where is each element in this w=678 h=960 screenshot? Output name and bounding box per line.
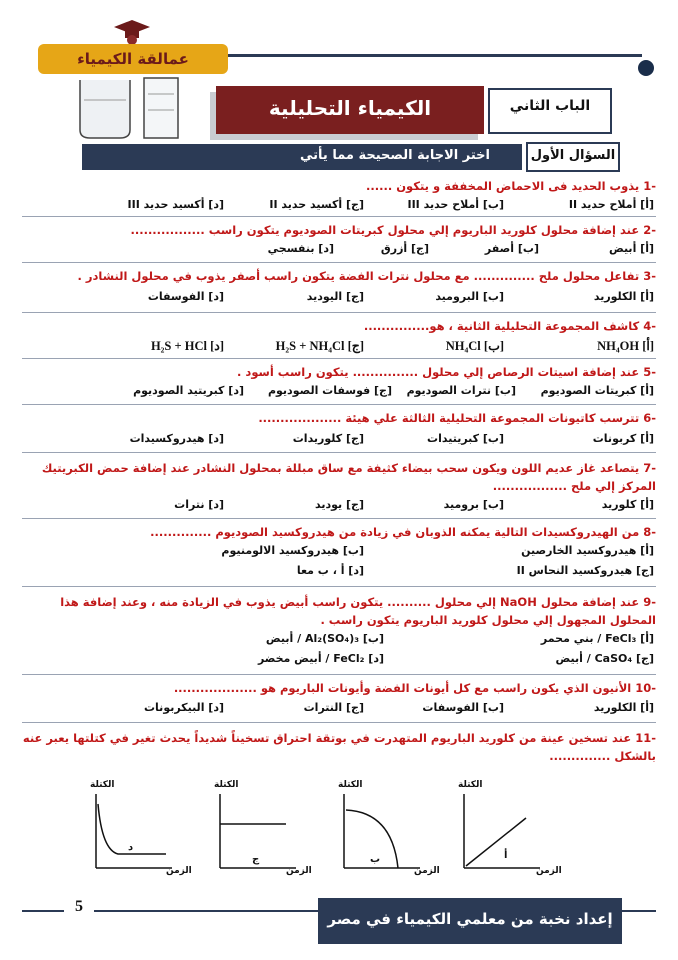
graph-d-plot [82, 780, 192, 880]
question-number: -2 [643, 223, 656, 237]
option-a[interactable]: [أ] هيدروكسيد الخارصين [521, 544, 654, 557]
divider [22, 404, 656, 405]
section-label: السؤال الأول [530, 148, 616, 163]
option-c[interactable]: [ج] اليوديد [306, 290, 364, 303]
question-number: -6 [643, 411, 656, 425]
option-b[interactable]: [ب] هيدروكسيد الالومنيوم [221, 544, 364, 557]
question-text: الأنيون الذي يكون راسب مع كل أيونات الفضة وأيونات الباريوم هو ................... [173, 681, 632, 695]
graph-a-plot [450, 780, 560, 880]
graph-x-label: الزمن [286, 866, 312, 876]
question-text: تفاعل محلول ملح .............. مع محلول نترات الفضة يتكون راسب أصفر يذوب في محلول النشادر . [77, 269, 640, 283]
question-2 [22, 223, 656, 237]
options-8 [26, 544, 654, 580]
option-c[interactable]: [ج] النترات [303, 701, 364, 714]
option-a[interactable]: [أ] كربونات [592, 432, 654, 445]
question-number: -1 [643, 179, 656, 193]
lab-glassware-icon [70, 70, 200, 142]
graph-letter: ج [252, 854, 260, 865]
section-instruction: اختر الاجابة الصحيحة مما يأتي [300, 148, 490, 163]
option-c[interactable]: [ج] أزرق [380, 242, 429, 255]
options-9 [26, 632, 654, 668]
divider [22, 722, 656, 723]
option-a[interactable]: [أ] الكلوريد [593, 701, 654, 714]
option-d[interactable]: [د] H₂S + HCl [150, 339, 224, 353]
question-number: -7 [643, 461, 656, 475]
question-number: -3 [643, 269, 656, 283]
question-9 [22, 593, 656, 629]
options-6 [26, 432, 654, 446]
chapter-label: الباب الثاني [509, 98, 591, 114]
option-b[interactable]: [ب] البروميد [435, 290, 504, 303]
option-d[interactable]: [د] FeCl₂ / أبيض مخضر [257, 652, 384, 665]
question-text: عند إضافة محلول كلوريد الباريوم إلي محلول كبريتات الصوديوم يتكون راسب ................. [130, 223, 640, 237]
option-d[interactable]: [د] نترات [174, 498, 224, 511]
question-text: عند تسخين عينة من كلوريد الباريوم المتهدرت في بوتقة احتراق تسخيناً شديداً يحدث تغير في كتلتها يعبر عنه بالشكل .............. [22, 731, 656, 763]
divider [22, 312, 656, 313]
divider [22, 586, 656, 587]
question-8 [22, 525, 656, 539]
question-11 [22, 729, 656, 765]
option-b[interactable]: [ب] كبريتيدات [427, 432, 504, 445]
question-text: عند إضافة اسيتات الرصاص إلي محلول ............... يتكون راسب أسود . [237, 365, 640, 379]
question-3 [22, 269, 656, 283]
graph-b [330, 780, 440, 880]
options-1 [26, 198, 654, 212]
option-d[interactable]: [د] بنفسجي [267, 242, 334, 255]
option-c[interactable]: [ج] كلوريدات [292, 432, 364, 445]
option-a[interactable]: [أ] NH₄OH [597, 339, 654, 353]
question-10 [22, 681, 656, 695]
option-b[interactable]: [ب] NH₄Cl [445, 339, 504, 353]
option-a[interactable]: [أ] كبريتات الصوديوم [540, 384, 654, 397]
graph-c-plot [206, 780, 316, 880]
option-b[interactable]: [ب] نترات الصوديوم [406, 384, 516, 397]
question-number: -4 [643, 319, 656, 333]
question-text: عند إضافة محلول NaOH إلي محلول .......... يتكون راسب أبيض يذوب في الزيادة منه ، وعند إضافة هذا المحلول المجهول إلي محلول كلوريد الباريوم يتكون راسب . [60, 595, 656, 627]
option-a[interactable]: [أ] FeCl₃ / بني محمر [540, 632, 654, 645]
graph-y-label: الكتلة [338, 780, 363, 790]
divider [22, 216, 656, 217]
graph-x-label: الزمن [166, 866, 192, 876]
divider [22, 262, 656, 263]
page-title: الكيمياء التحليلية [268, 96, 432, 120]
question-4 [22, 319, 656, 333]
graph-letter: أ [504, 850, 508, 861]
option-d[interactable]: [د] البيكربونات [144, 701, 224, 714]
option-d[interactable]: [د] أكسيد حديد III [127, 198, 224, 211]
option-c[interactable]: [ج] هيدروكسيد النحاس II [516, 564, 654, 577]
options-10 [26, 701, 654, 715]
option-a[interactable]: [أ] الكلوريد [593, 290, 654, 303]
divider [22, 674, 656, 675]
graph-a [450, 780, 560, 880]
question-number: -9 [643, 595, 656, 609]
options-4 [26, 338, 654, 352]
option-c[interactable]: [ج] CaSO₄ / أبيض [555, 652, 654, 665]
graph-d [82, 780, 192, 880]
options-7 [26, 498, 654, 512]
option-b[interactable]: [ب] أملاح حديد III [407, 198, 504, 211]
question-number: -11 [635, 731, 656, 745]
option-d[interactable]: [د] الفوسفات [147, 290, 224, 303]
graph-c [206, 780, 316, 880]
top-right-dot [638, 60, 654, 76]
footer-credit: إعداد نخبة من معلمي الكيمياء في مصر [327, 910, 613, 928]
divider [22, 518, 656, 519]
options-2 [26, 242, 654, 256]
divider [22, 452, 656, 453]
question-number: -8 [643, 525, 656, 539]
question-6 [22, 411, 656, 425]
option-d[interactable]: [د] هيدروكسيدات [129, 432, 224, 445]
option-c[interactable]: [ج] أكسيد حديد II [269, 198, 364, 211]
option-c[interactable]: [ج] يوديد [315, 498, 364, 511]
divider [22, 358, 656, 359]
question-7 [22, 459, 656, 495]
question-text: يذوب الحديد فى الاحماض المخففة و يتكون ...... [366, 179, 640, 193]
question-number: -10 [635, 681, 656, 695]
question-text: من الهيدروكسيدات التالية يمكنه الذوبان في زيادة من هيدروكسيد الصوديوم .............. [150, 525, 640, 539]
page-number: 5 [64, 898, 94, 924]
question-5 [22, 365, 656, 379]
option-a[interactable]: [أ] أبيض [608, 242, 654, 255]
question-1 [22, 179, 656, 193]
option-c[interactable]: [ج] فوسفات الصوديوم [267, 384, 392, 397]
option-c[interactable]: [ج] H₂S + NH₄Cl [275, 339, 364, 353]
question-text: كاشف المجموعة التحليلية الثانية ، هو............... [363, 319, 640, 333]
logo [38, 18, 228, 74]
option-b[interactable]: [ب] بروميد [443, 498, 504, 511]
question-number: -5 [643, 365, 656, 379]
option-b[interactable]: [ب] Al₂(SO₄)₃ / أبيض [265, 632, 384, 645]
graph-x-label: الزمن [414, 866, 440, 876]
logo-text: عمالقة الكيمياء [38, 44, 228, 74]
graph-letter: د [128, 842, 134, 853]
options-5 [26, 384, 654, 398]
question-text: تترسب كاتيونات المجموعة التحليلية الثالثة علي هيئة ................... [258, 411, 640, 425]
option-b[interactable]: [ب] الفوسفات [422, 701, 504, 714]
options-3 [26, 290, 654, 304]
graph-x-label: الزمن [536, 866, 562, 876]
option-a[interactable]: [أ] كلوريد [601, 498, 654, 511]
option-b[interactable]: [ب] أصفر [484, 242, 539, 255]
graph-y-label: الكتلة [458, 780, 483, 790]
graph-y-label: الكتلة [90, 780, 115, 790]
option-a[interactable]: [أ] أملاح حديد II [568, 198, 654, 211]
graph-b-plot [330, 780, 440, 880]
graph-letter: ب [370, 854, 381, 865]
graph-y-label: الكتلة [214, 780, 239, 790]
option-d[interactable]: [د] أ ، ب معا [296, 564, 364, 577]
option-d[interactable]: [د] كبريتيد الصوديوم [133, 384, 244, 397]
question-text: يتصاعد غاز عديم اللون ويكون سحب بيضاء كثيفة مع ساق مبللة بمحلول النشادر عند إضافة حمض الكبريتيك المركز إلي ملح ................. [41, 461, 656, 493]
